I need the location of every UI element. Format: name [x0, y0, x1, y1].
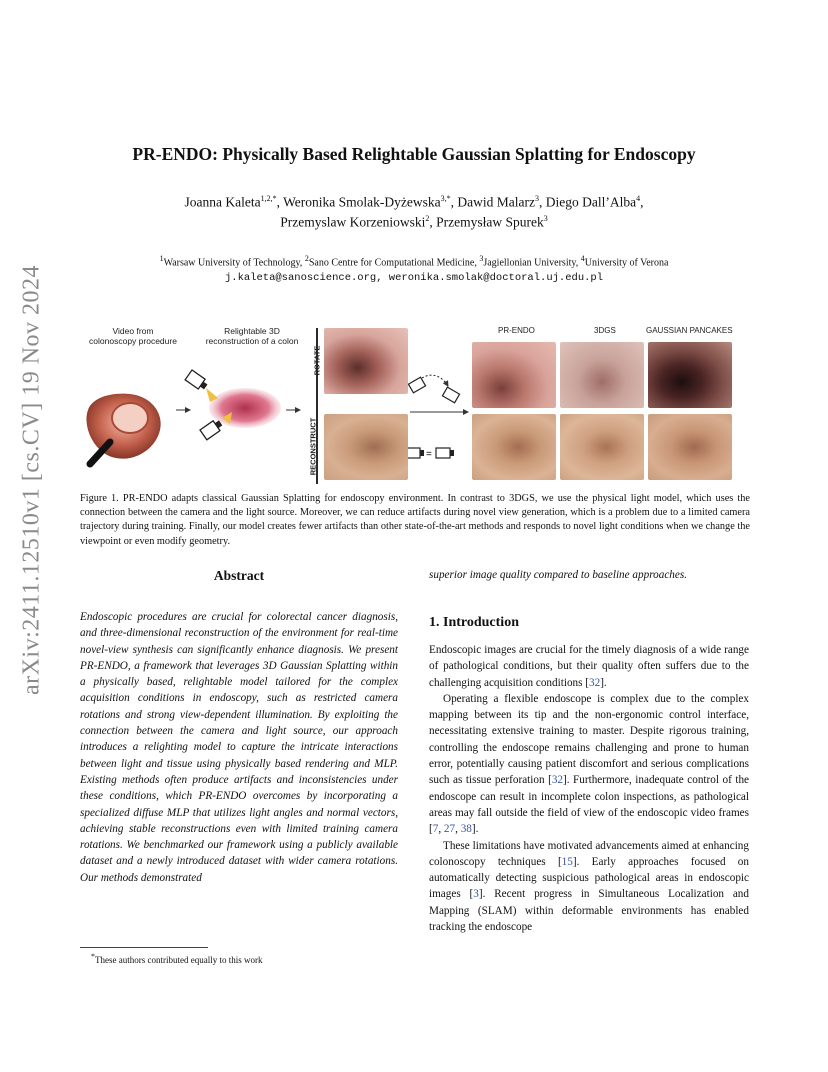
author-name: Dawid Malarz: [457, 194, 535, 210]
col-header-gaussian-pancakes: GAUSSIAN PANCAKES: [646, 326, 733, 335]
author-affiliation-mark: 1,2,*: [260, 194, 277, 203]
paper-title: PR-ENDO: Physically Based Relightable Gaussian Splatting for Endoscopy: [132, 144, 696, 164]
label-relightable-reconstruction: Relightable 3D reconstruction of a colon: [205, 326, 299, 346]
result-3dgs-reconstruct: [560, 414, 644, 480]
affil-mark: 2: [304, 254, 309, 263]
result-pancakes-rotate: [648, 342, 732, 408]
affil-name: Jagiellonian University,: [483, 257, 581, 269]
intro-text: ]. Early approaches focused on automatically detecting suspicious pathological areas in endoscopic images [: [429, 855, 749, 901]
citation-link[interactable]: 15: [561, 855, 573, 868]
affil-mark: 4: [580, 254, 585, 263]
author-affiliation-mark: 3: [543, 214, 548, 223]
citation-separator: ,: [438, 823, 444, 836]
input-view-reconstruct: [324, 414, 408, 480]
affiliations: [0, 254, 828, 268]
author-line-1: Joanna Kaleta$^{1,2,*}$, Weronika Smolak-Dyżewska$^{3,*}$, Dawid Malarz$^3$, Diego Dall’Alba$^4$,: [184, 194, 644, 210]
citation-separator: ,: [455, 823, 461, 836]
intro-text: ]. Recent progress in Simultaneous Localization and Mapping (SLAM) within deformable environments has enabled tracking the endoscope: [429, 888, 749, 934]
author-name: Weronika Smolak-Dyżewska: [283, 194, 441, 210]
input-view-rotate: [324, 328, 408, 394]
author-name: Joanna Kaleta: [184, 194, 261, 210]
row-label-text: ROTATE: [312, 345, 322, 376]
author-affiliation-mark: 3: [534, 194, 539, 203]
author-affiliation-mark: 2: [425, 214, 430, 223]
author-emails: j.kaleta@sanoscience.org, weronika.smolak@doctoral.uj.edu.pl: [224, 272, 604, 284]
footnote-mark: *: [91, 952, 95, 961]
author-affiliation-mark: 3,*: [440, 194, 451, 203]
abstract-body: Endoscopic procedures are crucial for colorectal cancer diagnosis, and three-dimensional reconstruction of the environment for real-time novel-view synthesis can significantly enhance diagnosis. We present PR-ENDO, a framework that leverages 3D Gaussian Splatting within a physically based, relightable model tailored for the complex acquisition conditions in endoscopy, such as restricted camera rotations and strong view-dependent illumination. By exploiting the connection between the camera and light source, our approach introduces a relighting model to capture the intricate interactions between light and tissue using physically based rendering and MLP. Existing methods often produce artifacts and inconsistencies under these conditions, which PR-ENDO overcomes by incorporating a specialized diffuse MLP that utilizes light angles and normal vectors, achieving stable reconstructions even with limited training camera rotations. We benchmarked our framework using a publicly available dataset and a newly introduced dataset with wider camera rotations. Our methods demonstrated: [80, 611, 398, 884]
author-affiliation-mark: 4: [636, 194, 641, 203]
intro-paragraph-1: [429, 642, 749, 691]
intro-paragraph-2: [429, 691, 749, 838]
intro-text: ].: [600, 676, 607, 689]
label-video-source: Video from colonoscopy procedure: [89, 326, 177, 346]
row-label-text: RECONSTRUCT: [308, 417, 318, 476]
result-pancakes-reconstruct: [648, 414, 732, 480]
introduction-heading: 1. Introduction: [429, 615, 519, 630]
citation-link[interactable]: 7: [432, 823, 439, 836]
intro-text: ].: [471, 823, 479, 836]
intro-text: ]. Furthermore, inadequate control of the endoscope can result in incomplete colon inspections, as pathological areas may fall outside the field of view of the endoscopic video frames [: [429, 774, 749, 836]
camera-icon-top: [185, 370, 209, 392]
footnote-text: These authors contributed equally to this work: [95, 955, 263, 965]
citation-link[interactable]: 27: [443, 823, 456, 836]
intro-text: Endoscopic images are crucial for the timely diagnosis of a wide range of pathological conditions, but their quality often suffers due to the challenging acquisition conditions [: [429, 644, 749, 689]
arxiv-identifier: arXiv:2411.12510v1 [cs.CV] 19 Nov 2024: [18, 264, 45, 696]
affil-name: University of Verona: [584, 257, 669, 269]
result-pr-endo-rotate: [472, 342, 556, 408]
result-pr-endo-reconstruct: [472, 414, 556, 480]
intro-paragraph-3: [429, 838, 749, 936]
author-line-2: Przemyslaw Korzeniowski$^2$, Przemysław Spurek$^3$: [280, 214, 548, 230]
col-header-3dgs: 3DGS: [594, 326, 616, 335]
figure-1: [80, 322, 750, 490]
arxiv-sidebar: [8, 264, 56, 696]
colon-model-icon: [86, 394, 160, 464]
intro-text: Operating a flexible endoscope is complex due to the complex mapping between its tip and the non-ergonomic control interface, necessitating extensive training to master. Despite rigorous training, controlling the endoscope remains challenging and prone to human error, potentially causing patient discomfort and serious complications such as tissue perforation [: [429, 692, 749, 787]
author-name: Przemyslaw Korzeniowski: [280, 214, 426, 230]
citation-link[interactable]: 38: [460, 823, 472, 836]
citation-link[interactable]: 32: [551, 774, 564, 787]
author-name: Przemysław Spurek: [436, 214, 544, 230]
col-header-pr-endo: PR-ENDO: [498, 326, 535, 335]
abstract-continuation: superior image quality compared to baseline approaches.: [429, 569, 687, 581]
abstract-heading: Abstract: [213, 568, 265, 583]
svg-text:=: =: [426, 449, 432, 460]
affil-mark: 3: [479, 254, 484, 263]
citation-link[interactable]: 32: [589, 676, 601, 689]
author-name: Diego Dall’Alba: [545, 194, 637, 210]
footnote-rule: [80, 947, 208, 948]
introduction-body: [429, 642, 749, 935]
pipeline-illustration: [80, 368, 490, 490]
figure-caption: Figure 1. PR-ENDO adapts classical Gaussian Splatting for endoscopy environment. In contrast to 3DGS, we use the physical light model, which uses the connection between the camera and the light source. Moreover, we can reduce artifacts during novel view generation, which is a problem due to a limited camera trajectory during training. Finally, our model creates fewer artifacts than other state-of-the-art methods and responds to novel light conditions when we change the viewpoint or even modify geometry.: [80, 493, 750, 547]
camera-rotate-icon: [408, 375, 468, 412]
intro-text: These limitations have motivated advancements aimed at enhancing colonoscopy techniques [: [429, 839, 749, 868]
citation-link[interactable]: 3: [473, 888, 479, 901]
affil-name: Sano Centre for Computational Medicine,: [308, 257, 480, 269]
footnote: [91, 952, 262, 965]
result-3dgs-rotate: [560, 342, 644, 408]
affil-mark: 1: [159, 254, 164, 263]
affil-name: Warsaw University of Technology,: [163, 257, 305, 269]
